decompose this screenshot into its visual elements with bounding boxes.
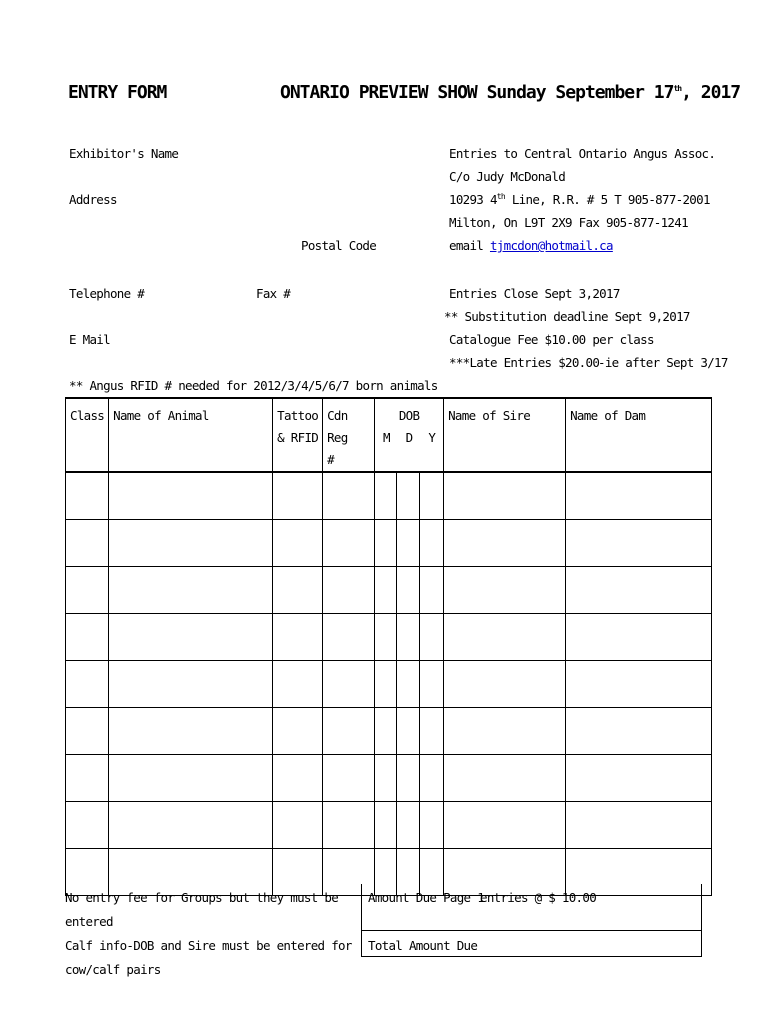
email-label: E Mail: [69, 332, 110, 347]
amount-due-box: [361, 884, 702, 957]
footer-notes: [65, 886, 359, 982]
entry-cell[interactable]: [323, 708, 375, 755]
entry-cell[interactable]: [66, 708, 109, 755]
amount-divider: [362, 930, 701, 931]
entry-cell[interactable]: [66, 614, 109, 661]
entry-cell[interactable]: [109, 472, 273, 520]
entry-cell[interactable]: [375, 708, 397, 755]
entry-cell[interactable]: [420, 802, 444, 849]
entry-cell[interactable]: [66, 520, 109, 567]
entries-to-line2: C/o Judy McDonald: [449, 169, 566, 184]
entry-cell[interactable]: [444, 661, 566, 708]
entry-cell[interactable]: [323, 802, 375, 849]
exhibitor-name-label: Exhibitor's Name: [69, 146, 179, 161]
entry-cell[interactable]: [375, 802, 397, 849]
entry-cell[interactable]: [420, 661, 444, 708]
header-name-of-animal: Name of Animal: [109, 398, 273, 472]
catalogue-fee: Catalogue Fee $10.00 per class: [449, 332, 654, 347]
entries-to-line1: Entries to Central Ontario Angus Assoc.: [449, 146, 716, 161]
entry-cell[interactable]: [420, 520, 444, 567]
entry-cell[interactable]: [273, 755, 323, 802]
entries-close: Entries Close Sept 3,2017: [449, 286, 620, 301]
header-cdn-reg: Cdn Reg #: [323, 398, 375, 472]
entry-cell[interactable]: [397, 614, 420, 661]
entry-cell[interactable]: [273, 520, 323, 567]
header-name-of-dam: Name of Dam: [566, 398, 712, 472]
table-header-row: [66, 398, 712, 472]
entry-cell[interactable]: [273, 567, 323, 614]
table-row: [66, 567, 712, 614]
entry-cell[interactable]: [444, 472, 566, 520]
footer-note-groups: No entry fee for Groups but they must be entered: [65, 890, 339, 929]
entry-cell[interactable]: [444, 567, 566, 614]
entry-cell[interactable]: [323, 661, 375, 708]
entry-cell[interactable]: [109, 802, 273, 849]
entry-cell[interactable]: [566, 472, 712, 520]
header-dob-d: D: [405, 430, 413, 445]
entry-cell[interactable]: [323, 520, 375, 567]
address-label: Address: [69, 192, 117, 207]
table-row: [66, 472, 712, 520]
entry-cell[interactable]: [566, 614, 712, 661]
postal-code-label: Postal Code: [301, 238, 377, 253]
entry-cell[interactable]: [323, 614, 375, 661]
table-row: [66, 661, 712, 708]
entry-cell[interactable]: [273, 802, 323, 849]
entry-cell[interactable]: [420, 472, 444, 520]
entry-cell[interactable]: [323, 755, 375, 802]
fax-label: Fax #: [256, 286, 291, 301]
entry-cell[interactable]: [375, 661, 397, 708]
entry-cell[interactable]: [397, 755, 420, 802]
entry-cell[interactable]: [375, 567, 397, 614]
header-dob-y: Y: [428, 430, 436, 445]
entries-fee-label: entries @ $ 10.00: [480, 890, 597, 905]
entry-cell[interactable]: [566, 708, 712, 755]
entries-to-line3: 10293 4th Line, R.R. # 5 T 905-877-2001: [449, 191, 710, 207]
entry-cell[interactable]: [444, 802, 566, 849]
entry-cell[interactable]: [566, 802, 712, 849]
entry-cell[interactable]: [397, 802, 420, 849]
entry-cell[interactable]: [444, 755, 566, 802]
entry-cell[interactable]: [397, 472, 420, 520]
footer-note-calf: Calf info-DOB and Sire must be entered for cow/calf pairs: [65, 938, 352, 977]
entry-cell[interactable]: [375, 520, 397, 567]
telephone-label: Telephone #: [69, 286, 145, 301]
table-row: [66, 755, 712, 802]
entry-cell[interactable]: [273, 708, 323, 755]
total-amount-due-label: Total Amount Due: [368, 938, 478, 953]
entry-cell[interactable]: [420, 614, 444, 661]
entry-cell[interactable]: [66, 661, 109, 708]
entry-cell[interactable]: [397, 567, 420, 614]
entry-cell[interactable]: [273, 472, 323, 520]
entry-cell[interactable]: [397, 520, 420, 567]
entry-cell[interactable]: [444, 520, 566, 567]
entry-cell[interactable]: [420, 567, 444, 614]
entry-table: [65, 397, 712, 896]
substitution-deadline: ** Substitution deadline Sept 9,2017: [444, 309, 690, 324]
entry-cell[interactable]: [375, 614, 397, 661]
entry-cell[interactable]: [323, 472, 375, 520]
entry-cell[interactable]: [109, 614, 273, 661]
entry-cell[interactable]: [66, 755, 109, 802]
header-dob-m: M: [383, 430, 390, 445]
entry-cell[interactable]: [109, 708, 273, 755]
table-row: [66, 802, 712, 849]
entry-cell[interactable]: [273, 614, 323, 661]
late-entries: ***Late Entries $20.00: [449, 355, 600, 370]
entry-cell[interactable]: [66, 567, 109, 614]
entry-cell[interactable]: [109, 661, 273, 708]
entry-cell[interactable]: [273, 661, 323, 708]
header-tattoo: Tattoo & RFID: [273, 398, 323, 472]
entry-cell[interactable]: [397, 708, 420, 755]
header-dob: DOB M D Y: [375, 398, 444, 472]
table-row: [66, 520, 712, 567]
table-row: [66, 614, 712, 661]
rfid-note: ** Angus RFID # needed for 2012/3/4/5/6/7 born animals: [69, 378, 438, 393]
entry-cell[interactable]: [66, 472, 109, 520]
entry-cell[interactable]: [420, 708, 444, 755]
entry-cell[interactable]: [66, 802, 109, 849]
entry-cell[interactable]: [109, 567, 273, 614]
header-name-of-sire: Name of Sire: [444, 398, 566, 472]
entry-cell[interactable]: [323, 567, 375, 614]
entry-cell[interactable]: [420, 755, 444, 802]
show-title: ONTARIO PREVIEW SHOW Sunday September 17th, 2017: [280, 82, 741, 103]
entry-cell[interactable]: [566, 520, 712, 567]
entry-cell[interactable]: [566, 755, 712, 802]
entry-cell[interactable]: [566, 567, 712, 614]
entry-cell[interactable]: [444, 708, 566, 755]
entry-cell[interactable]: [109, 755, 273, 802]
table-row: [66, 708, 712, 755]
header-class: Class: [66, 398, 109, 472]
entry-cell[interactable]: [375, 755, 397, 802]
late-entries-note: -ie after Sept 3/17: [598, 355, 728, 370]
entry-cell[interactable]: [566, 661, 712, 708]
amount-due-label: Amount Due Page 1: [368, 890, 485, 905]
entries-to-line4: Milton, On L9T 2X9 Fax 905-877-1241: [449, 215, 688, 230]
entries-to-email: email tjmcdon@hotmail.ca: [449, 238, 613, 253]
entry-cell[interactable]: [397, 661, 420, 708]
entry-cell[interactable]: [109, 520, 273, 567]
entry-cell[interactable]: [375, 472, 397, 520]
entry-cell[interactable]: [444, 614, 566, 661]
form-title: ENTRY FORM: [68, 82, 167, 103]
email-link[interactable]: tjmcdon@hotmail.ca: [489, 238, 613, 253]
